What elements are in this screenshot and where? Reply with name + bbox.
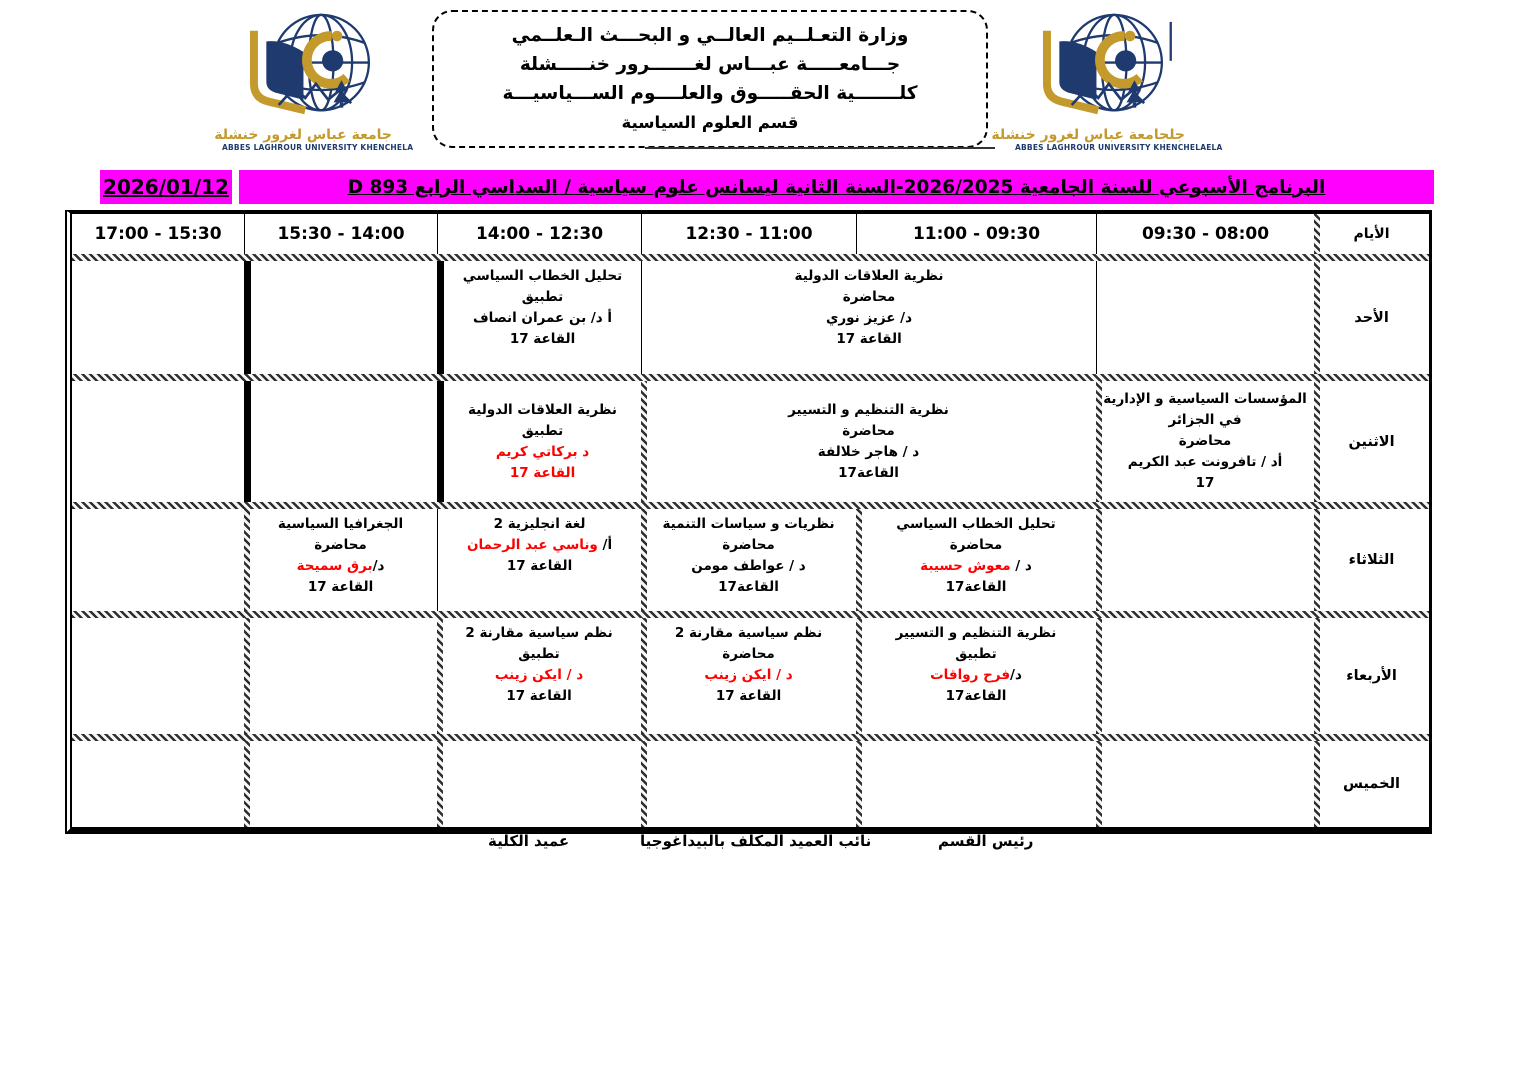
- empty-cell: [244, 741, 437, 827]
- header-divider-line: [645, 147, 995, 149]
- course-line: القاعة17: [838, 464, 899, 481]
- empty-cell: [244, 381, 437, 502]
- course-line: نظريات و سياسات التنمية: [662, 516, 835, 532]
- time-slot-header: 12:30 - 11:00: [641, 214, 856, 254]
- time-slot-header: 15:30 - 14:00: [244, 214, 437, 254]
- logo-caption-arabic: جامعة عباس لغرور خنشلة: [214, 127, 392, 143]
- course-line: تحليل الخطاب السياسي: [896, 516, 1056, 532]
- empty-cell: [641, 741, 856, 827]
- course-line: د / ايكن زينب: [704, 667, 793, 683]
- course-line: تطبيق: [955, 646, 997, 662]
- course-line: د / ايكن زينب: [494, 667, 584, 683]
- course-line: القاعة 17: [506, 558, 573, 574]
- ministry-line: جـــامعـــــة عبـــاس لغـــــــرور خنـــــشلة: [519, 53, 901, 75]
- signature-vice-dean: نائب العميد المكلف بالبيداغوجيا: [640, 832, 872, 850]
- schedule-title: البرنامج الأسبوعي للسنة الجامعية 2026/2025-السنة الثانية ليسانس علوم سياسية / السداسي الرابع D 893: [347, 176, 1326, 198]
- course-cell: [437, 381, 641, 502]
- course-line: نظرية العلاقات الدولية: [468, 401, 617, 418]
- day-label: الأحد: [1314, 261, 1429, 374]
- empty-cell: [244, 261, 437, 374]
- course-line: محاضرة: [314, 537, 367, 553]
- course-line: الجغرافيا السياسية: [277, 516, 404, 532]
- course-line: نظرية العلاقات الدولية: [794, 268, 944, 284]
- course-line: د/ عزيز نوري: [825, 310, 913, 326]
- empty-cell: [72, 381, 244, 502]
- course-cell: [437, 618, 641, 734]
- logo-caption-arabic: جلجامعة عباس لغرور خنشلة: [991, 127, 1185, 143]
- empty-cell: [856, 741, 1096, 827]
- university-logo-left: [214, 6, 414, 152]
- day-label: الثلاثاء: [1314, 509, 1429, 611]
- course-line: أ/ وناسي عبد الرحمان: [466, 537, 613, 553]
- course-line: د/فرح رواقات: [930, 667, 1022, 683]
- day-label: الخميس: [1314, 741, 1429, 827]
- course-line: د / هاجر خلالفة: [817, 443, 920, 460]
- course-line: القاعة17: [945, 579, 1007, 595]
- course-line: نظم سياسية مقارنة 2: [674, 625, 823, 641]
- course-line: القاعة 17: [715, 688, 782, 704]
- time-slot-header: 09:30 - 08:00: [1096, 214, 1314, 254]
- course-line: 17: [1195, 475, 1215, 491]
- logo-caption-english: ABBES LAGHROUR UNIVERSITY KHENCHELAELA: [1015, 143, 1223, 152]
- day-label: الأربعاء: [1314, 618, 1429, 734]
- row-separator: [72, 254, 1429, 261]
- course-line: تطبيق: [521, 289, 564, 305]
- course-cell: [856, 618, 1096, 734]
- course-line: د بركاتي كريم: [495, 443, 590, 460]
- course-cell: [641, 618, 856, 734]
- course-cell: [437, 509, 641, 611]
- course-cell: [641, 509, 856, 611]
- course-line: أ د/ بن عمران انصاف: [472, 310, 613, 326]
- course-line: نظرية التنظيم و التسيير: [788, 401, 949, 418]
- empty-cell: [72, 261, 244, 374]
- empty-cell: [1096, 741, 1314, 827]
- course-cell: [437, 261, 641, 374]
- empty-cell: [1096, 618, 1314, 734]
- empty-cell: [437, 741, 641, 827]
- course-line: القاعة 17: [506, 688, 572, 704]
- ministry-line: قسم العلوم السياسية: [621, 112, 799, 132]
- day-label: الاثنين: [1314, 381, 1429, 502]
- course-line: أد / تافرونت عبد الكريم: [1127, 454, 1283, 470]
- course-cell: [856, 509, 1096, 611]
- course-line: تطبيق: [521, 422, 564, 439]
- row-separator: [72, 734, 1429, 741]
- course-line: محاضرة: [949, 537, 1003, 553]
- empty-cell: [244, 618, 437, 734]
- course-line: محاضرة: [1178, 433, 1232, 449]
- course-line: القاعة 17: [509, 464, 576, 481]
- row-separator: [72, 611, 1429, 618]
- course-line: القاعة17: [718, 579, 779, 595]
- course-cell: [1096, 381, 1314, 502]
- university-logo-right: [991, 6, 1223, 152]
- course-line: محاضرة: [842, 422, 895, 439]
- university-logo-icon: [1020, 6, 1180, 128]
- logo-caption-english: ABBES LAGHROUR UNIVERSITY KHENCHELA: [222, 143, 414, 152]
- time-slot-header: 11:00 - 09:30: [856, 214, 1096, 254]
- empty-cell: [72, 741, 244, 827]
- course-line: القاعة 17: [307, 579, 374, 595]
- course-line: د/برق سميحة: [296, 558, 385, 574]
- course-line: د / عواطف مومن: [691, 558, 806, 574]
- date-label: 2026/01/12: [100, 170, 232, 204]
- course-line: القاعة 17: [836, 331, 902, 347]
- empty-cell: [72, 509, 244, 611]
- ministry-line: وزارة التعـلــيم العالــي و البحـــث الـعلــمي: [511, 24, 909, 46]
- days-column-header: الأيام: [1314, 214, 1429, 254]
- signature-department-head: رئيس القسم: [938, 832, 1034, 850]
- row-separator: [72, 502, 1429, 509]
- title-bar: [239, 170, 1434, 204]
- schedule-table: [65, 210, 1432, 834]
- ministry-header-box: [432, 10, 988, 148]
- empty-cell: [1096, 261, 1314, 374]
- signature-dean: عميد الكلية: [488, 832, 570, 850]
- course-cell: [641, 261, 1096, 374]
- university-logo-icon: [227, 6, 387, 128]
- course-line: نظم سياسية مقارنة 2: [465, 625, 613, 641]
- course-line: تحليل الخطاب السياسي: [462, 268, 623, 284]
- row-separator: [72, 374, 1429, 381]
- course-line: نظرية التنظيم و التسيير: [895, 625, 1057, 641]
- ministry-line: كلـــــــية الحقـــــوق والعلــــوم الســـياسيـــة: [502, 82, 918, 104]
- course-line: القاعة17: [945, 688, 1007, 704]
- course-line: لغة انجليزية 2: [493, 516, 586, 532]
- empty-cell: [1096, 509, 1314, 611]
- course-line: تطبيق: [518, 646, 560, 662]
- course-cell: [244, 509, 437, 611]
- course-cell: [641, 381, 1096, 502]
- course-line: محاضرة: [722, 537, 775, 553]
- course-line: د / معوش حسيبة: [920, 558, 1032, 574]
- time-slot-header: 14:00 - 12:30: [437, 214, 641, 254]
- course-line: القاعة 17: [509, 331, 576, 347]
- course-line: محاضرة: [842, 289, 896, 305]
- course-line: محاضرة: [722, 646, 775, 662]
- time-slot-header: 17:00 - 15:30: [94, 224, 222, 244]
- empty-cell: [72, 618, 244, 734]
- course-line: المؤسسات السياسية و الإدارية في الجزائر: [1103, 391, 1307, 428]
